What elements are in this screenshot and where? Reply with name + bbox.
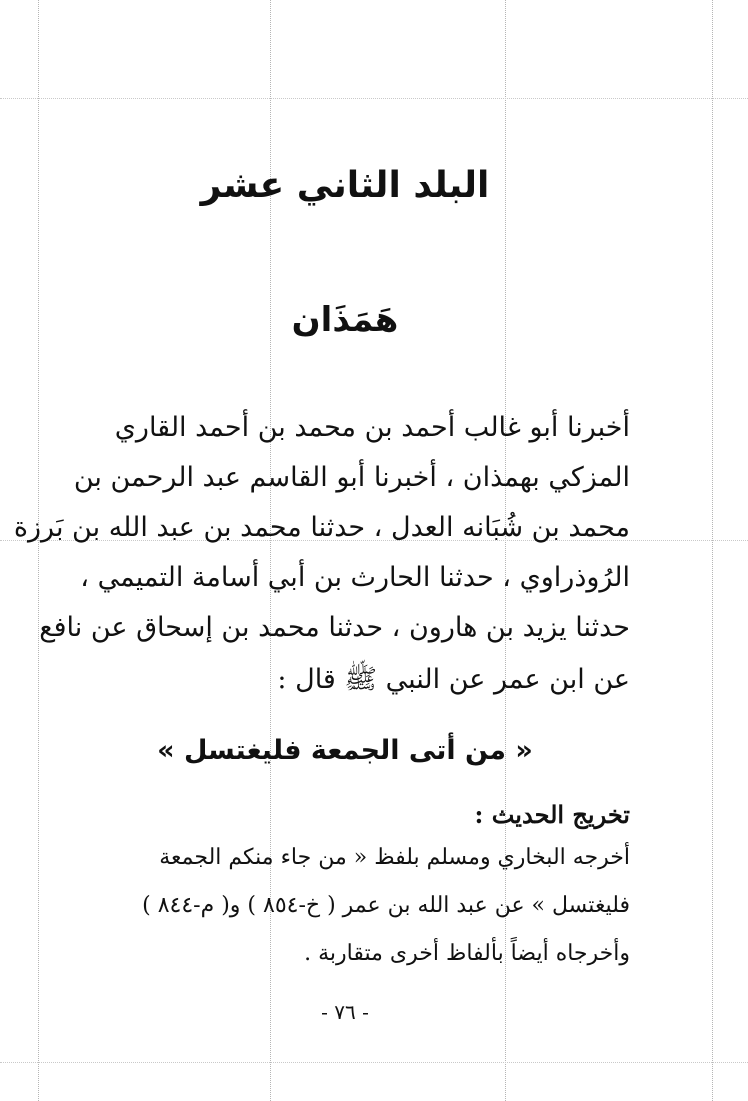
- guide-line: [712, 0, 713, 1101]
- takhrij-line: أخرجه البخاري ومسلم بلفظ « من جاء منكم الجمعة: [159, 845, 630, 870]
- takhrij-line: وأخرجاه أيضاً بألفاظ أخرى متقاربة .: [304, 941, 630, 966]
- isnad-line: الرُوذراوي ، حدثنا الحارث بن أبي أسامة التميمي ،: [80, 562, 630, 593]
- guide-line: [38, 0, 39, 1101]
- isnad-line: محمد بن شُبَانه العدل ، حدثنا محمد بن عبد الله بن بَرزة: [13, 512, 630, 543]
- isnad-line: المزكي بهمذان ، أخبرنا أبو القاسم عبد الرحمن بن: [73, 462, 630, 493]
- chapter-title: البلد الثاني عشر: [200, 165, 490, 206]
- city-title: هَمَذَان: [291, 300, 399, 340]
- takhrij-line: فليغتسل » عن عبد الله بن عمر ( خ-٨٥٤ ) و( م-٨٤٤ ): [142, 893, 630, 918]
- isnad-line: أخبرنا أبو غالب أحمد بن محمد بن أحمد القاري: [114, 412, 630, 443]
- isnad-line: حدثنا يزيد بن هارون ، حدثنا محمد بن إسحاق عن نافع: [39, 612, 630, 643]
- hadith-text: « من أتى الجمعة فليغتسل »: [157, 735, 533, 766]
- page-number: - ٧٦ -: [321, 1000, 369, 1024]
- isnad-line: عن ابن عمر عن النبي ﷺ قال :: [277, 664, 630, 695]
- document-page: [13, 0, 630, 1101]
- takhrij-heading: تخريج الحديث :: [474, 800, 630, 829]
